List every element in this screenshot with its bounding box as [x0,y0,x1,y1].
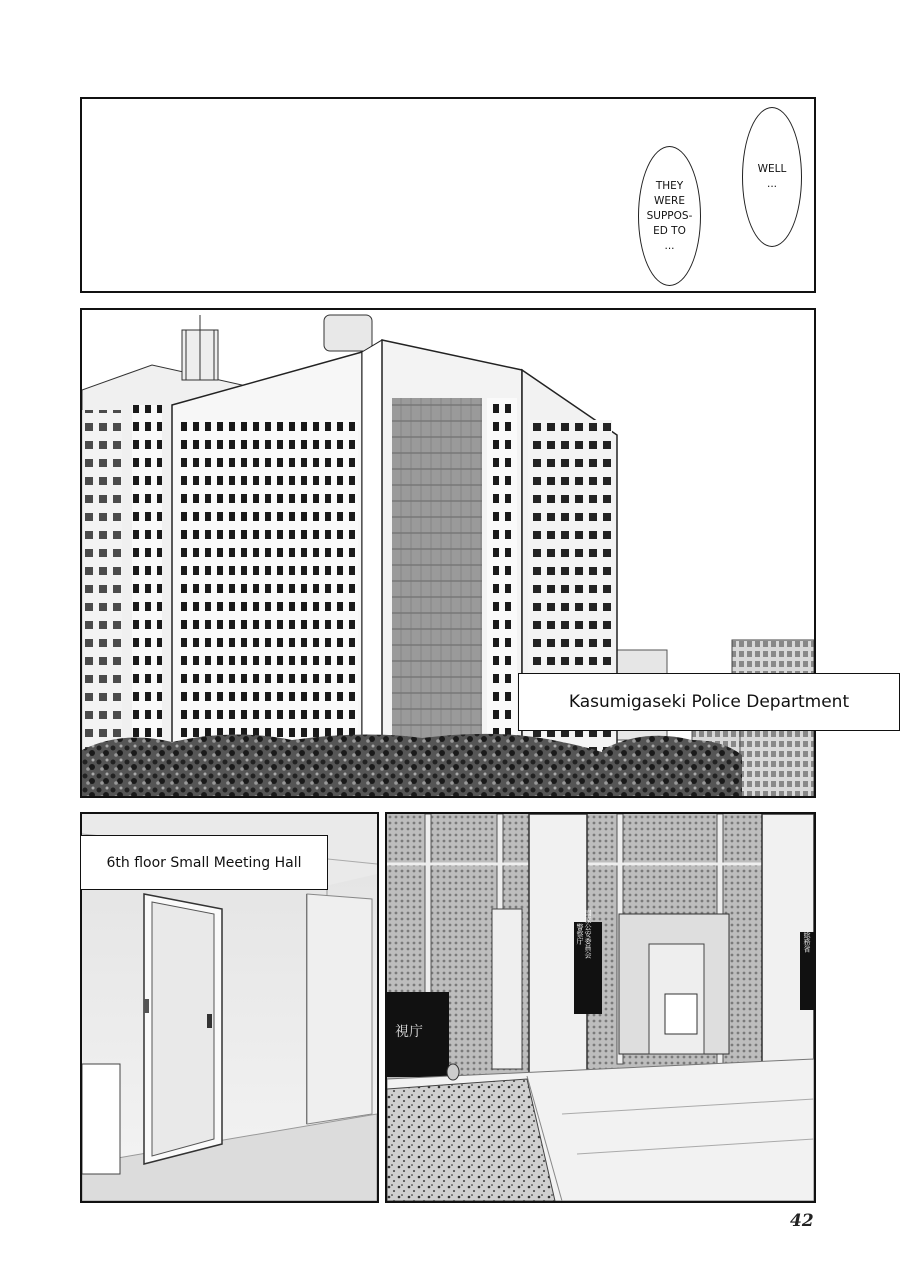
entrance-signs-panel [385,812,816,1203]
speech-bubble-well [742,107,802,247]
page-number: 42 [790,1211,814,1231]
dialogue-panel [80,97,816,293]
agency-sign-text: 総務省 [803,931,811,953]
speech-bubble-text: WELL ... [757,163,787,190]
speech-bubble-text: THEY WERE SUPPOS- ED TO ... [646,179,693,252]
agency-sign-text: 国家公安委員会 [584,909,592,959]
room-caption-text: 6th floor Small Meeting Hall [106,854,302,871]
location-caption [518,673,900,731]
speech-bubble-supposed-to [638,146,701,286]
entrance-illustration [387,814,814,1201]
room-caption [80,835,328,890]
location-caption-text: Kasumigaseki Police Department [568,692,850,712]
agency-sign-text: 警察庁 [576,923,584,945]
monument-sign-text: 視庁 [395,1024,423,1040]
